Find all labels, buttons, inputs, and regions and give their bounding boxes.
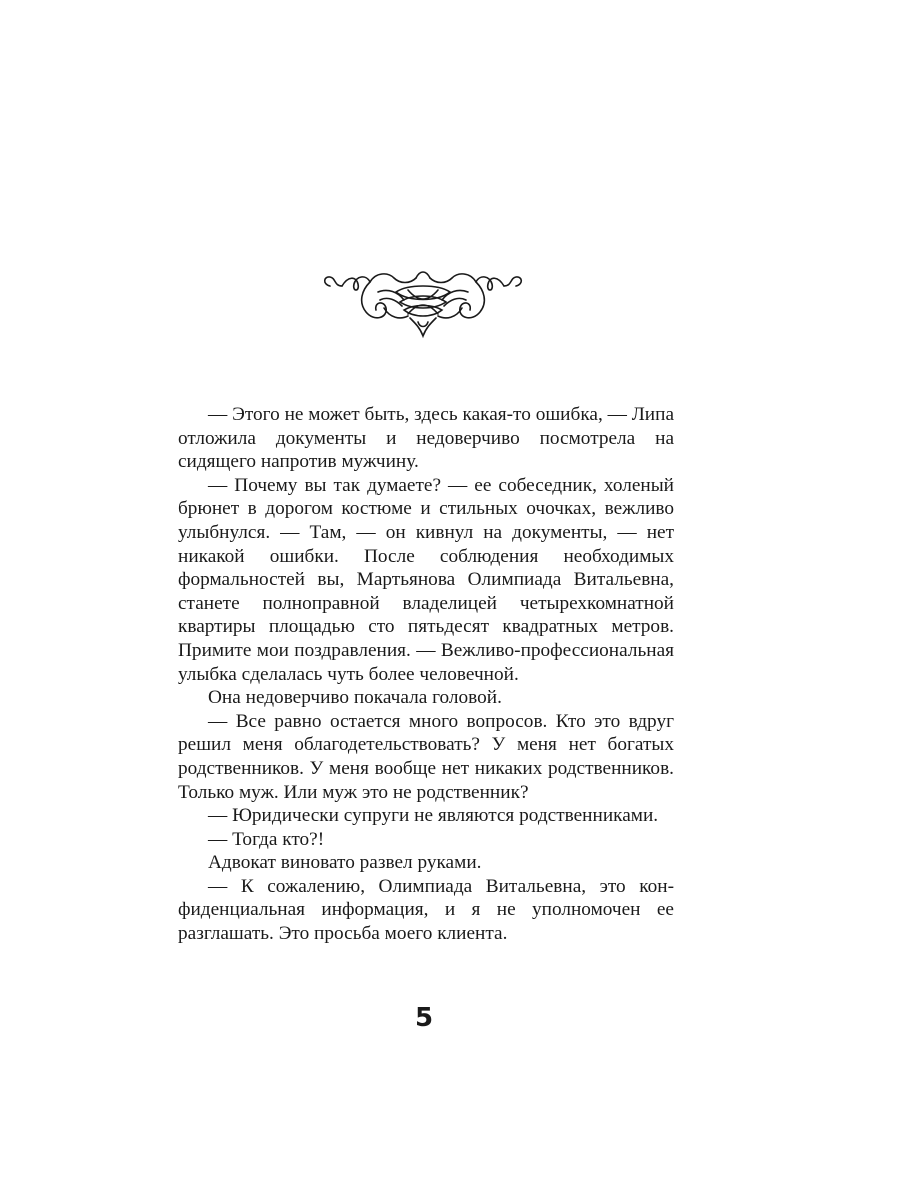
paragraph: — К сожалению, Олимпиада Витальевна, это конфиденциальная информация, и я не уполномочен ее разглашать. Это просьба моего клиента.: [178, 875, 674, 945]
paragraph: Адвокат виновато развел руками.: [208, 852, 482, 874]
flourish-ornament-icon: [318, 262, 528, 342]
paragraph: — Юридически супруги не являются родственниками.: [208, 805, 659, 827]
paragraph: — Почему вы так думаете? — ее собеседник, холеный брюнет в дорогом костюме и стильных очочках, вежливо улыбнулся. — Там, — он кивнул на документы, — нет никакой ошибки. После соблюдения необходимых формальностей вы, Мартьянова Олимпиада Витальевна, станете полноправной владелицей четырехкомнатной квартиры площадью сто пятьдесят квадратных метров. Примите мои поздравления. — Вежливо-профессиональная улыбка сделалась чуть более человечной.: [178, 474, 674, 685]
paragraph: Она недоверчиво покачала головой.: [208, 687, 502, 709]
page-number: 5: [414, 1003, 434, 1033]
body-text: [178, 403, 674, 946]
paragraph: — Все равно остается много вопросов. Кто это вдруг решил меня облагодетельствовать? У меня нет богатых родственников. У меня вообще нет никаких родственников. Только муж. Или муж это не родственник?: [178, 710, 674, 803]
paragraph: — Этого не может быть, здесь какая-то ошибка, — Липа отложила документы и недоверчиво посмотрела на сидящего напротив мужчину.: [178, 404, 674, 473]
paragraph: — Тогда кто?!: [208, 828, 325, 850]
